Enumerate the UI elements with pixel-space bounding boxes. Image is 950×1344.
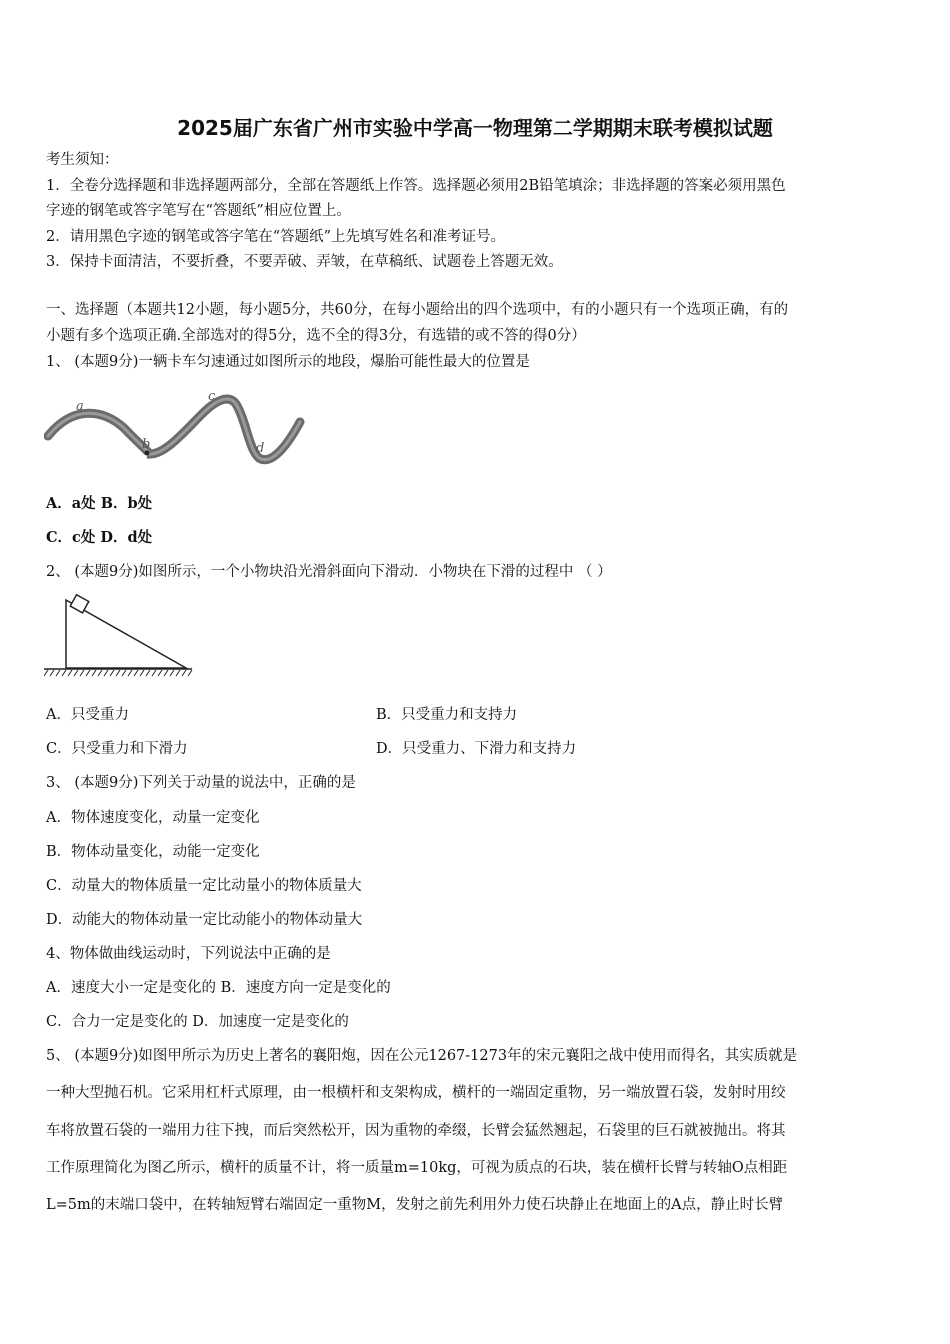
q3-option-d: D．动能大的物体动量一定比动能小的物体动量大 xyxy=(46,912,363,928)
q2-incline-figure xyxy=(44,592,194,678)
q5-text-line: 工作原理简化为图乙所示，横杆的质量不计，将一质量m=10kg，可视为质点的石块，装在横杆长臂与转轴O点相距 xyxy=(46,1160,788,1176)
q2-option-c: C．只受重力和下滑力 xyxy=(46,741,188,757)
notice-item: 3．保持卡面清洁，不要折叠，不要弄破、弄皱，在草稿纸、试题卷上答题无效。 xyxy=(46,254,563,270)
q3-option-c: C．动量大的物体质量一定比动量小的物体质量大 xyxy=(46,878,362,894)
q5-text-line: 5、 (本题9分)如图甲所示为历史上著名的襄阳炮，因在公元1267-1273年的宋元襄阳之战中使用而得名，其实质就是 xyxy=(46,1048,798,1064)
q2-option-d: D．只受重力、下滑力和支持力 xyxy=(376,741,577,757)
notice-item: 字迹的钢笔或答字笔写在“答题纸”相应位置上。 xyxy=(46,203,351,219)
q4-options-ab: A．速度大小一定是变化的 B．速度方向一定是变化的 xyxy=(46,980,391,996)
q5-text-line: L=5m的末端口袋中，在转轴短臂右端固定一重物M，发射之前先利用外力使石块静止在地面上的A点，静止时长臂 xyxy=(46,1197,784,1213)
page-title: 2025届广东省广州市实验中学高一物理第二学期期末联考模拟试题 xyxy=(177,116,773,140)
section-instructions: 一、选择题（本题共12小题，每小题5分，共60分，在每小题给出的四个选项中，有的小题只有一个选项正确，有的 xyxy=(46,302,789,318)
q1-label-c: c xyxy=(208,389,216,404)
q3-stem: 3、 (本题9分)下列关于动量的说法中，正确的是 xyxy=(46,775,356,791)
notice-item: 2．请用黑色字迹的钢笔或答字笔在“答题纸”上先填写姓名和准考证号。 xyxy=(46,229,506,245)
q4-options-cd: C．合力一定是变化的 D．加速度一定是变化的 xyxy=(46,1014,349,1030)
q1-options-cd: C．c处 D．d处 xyxy=(46,529,153,546)
section-instructions: 小题有多个选项正确.全部选对的得5分，选不全的得3分，有选错的或不答的得0分） xyxy=(46,328,586,344)
q1-road-figure xyxy=(44,384,306,468)
q2-stem: 2、 (本题9分)如图所示，一个小物块沿光滑斜面向下滑动．小物块在下滑的过程中 （ ） xyxy=(46,564,612,580)
q2-option-b: B．只受重力和支持力 xyxy=(376,707,518,723)
q1-label-d: d xyxy=(256,441,265,456)
q1-options-ab: A．a处 B．b处 xyxy=(46,495,153,512)
q1-label-b: b xyxy=(142,437,151,452)
q1-label-a: a xyxy=(76,399,84,414)
q3-option-a: A．物体速度变化，动量一定变化 xyxy=(46,810,260,826)
notice-item: 1．全卷分选择题和非选择题两部分，全部在答题纸上作答。选择题必须用2B铅笔填涂；非选择题的答案必须用黑色 xyxy=(46,178,786,194)
q3-option-b: B．物体动量变化，动能一定变化 xyxy=(46,844,260,860)
q5-text-line: 一种大型抛石机。它采用杠杆式原理，由一根横杆和支架构成，横杆的一端固定重物，另一端放置石袋，发射时用绞 xyxy=(46,1085,786,1101)
q4-stem: 4、物体做曲线运动时，下列说法中正确的是 xyxy=(46,946,331,962)
q1-stem: 1、 (本题9分)一辆卡车匀速通过如图所示的地段，爆胎可能性最大的位置是 xyxy=(46,354,530,370)
q2-option-a: A．只受重力 xyxy=(46,707,129,723)
q5-text-line: 车将放置石袋的一端用力往下拽，而后突然松开，因为重物的牵缀，长臂会猛然翘起，石袋里的巨石就被抛出。将其 xyxy=(46,1123,786,1139)
notice-heading: 考生须知： xyxy=(46,152,119,168)
